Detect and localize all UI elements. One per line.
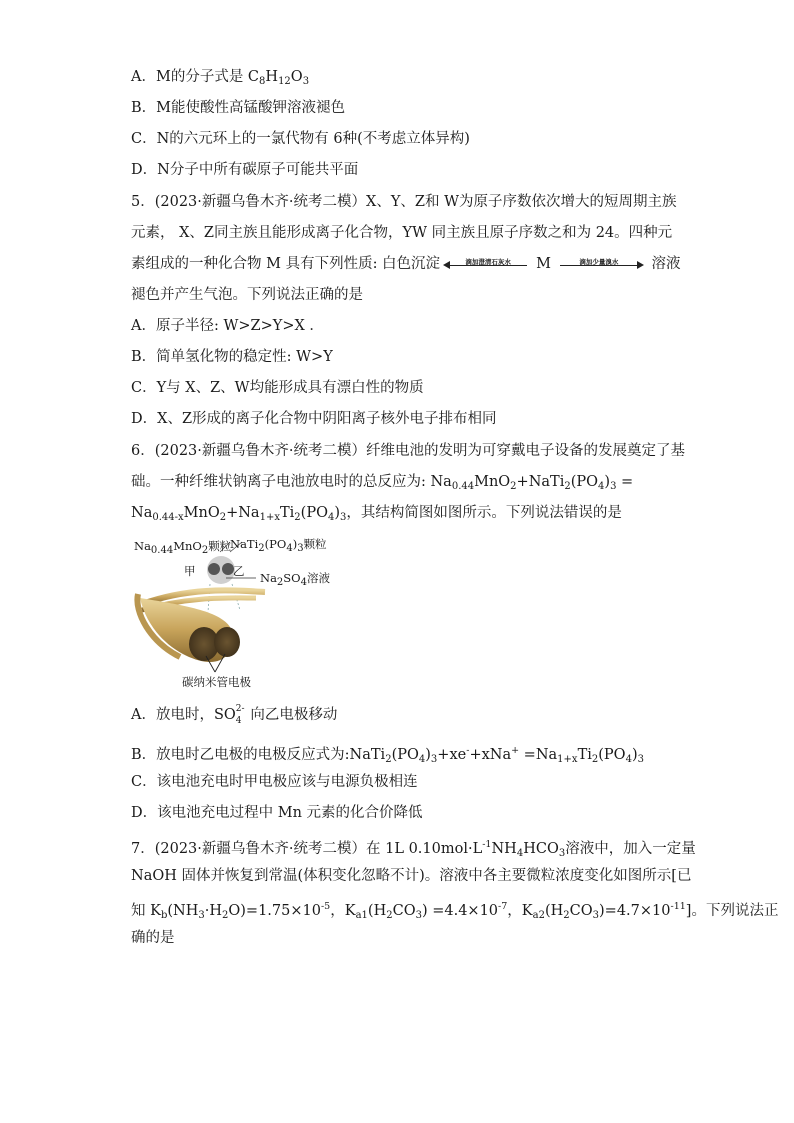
fiber-battery-illustration: [130, 532, 350, 692]
reaction-arrow-left: 滴加澄清石灰水: [443, 257, 533, 271]
q6-stem-line-3: $Na_{0.44-x}MnO_2+Na_{1+x}Ti_2(PO_4)_3$，其结构简图如图所示。下列说法错误的是: [131, 505, 622, 523]
q6-option-b: B．放电时乙电极的电极反应式为$:NaTi_2(PO_4)_3+xe^-+xNa^+ =Na_{1+x}Ti_2(PO_4)_3$: [131, 745, 644, 765]
q7-stem-line-1: 7．(2023·新疆乌鲁木齐·统考二模）在 1L $0.10mol\cdot L^{-1}NH_4HCO_3$溶液中，加入一定量: [131, 839, 696, 859]
label-jia: 甲: [184, 564, 196, 578]
reaction-arrow-right: 滴加少量溴水: [554, 257, 644, 271]
q6-option-a: A．放电时，SO 2- 4 向乙电极移动: [131, 704, 338, 726]
particle-jia: [208, 563, 220, 575]
q5-option-a: A．原子半径: W>Z>Y>X ．: [131, 318, 324, 334]
q6-stem-line-2: 础。一种纤维状钠离子电池放电时的总反应为: $Na_{0.44}MnO_2+NaTi_2(PO_4)_3$ =: [131, 474, 634, 492]
q6-option-d: D．该电池充电过程中 Mn 元素的化合价降低: [131, 805, 423, 821]
label-electrolyte: Na2SO4溶液: [260, 571, 330, 588]
label-nati-particle: NaTi2(PO4)3颗粒: [230, 537, 327, 554]
q5-stem-line-4: 褪色并产生气泡。下列说法正确的是: [131, 287, 363, 303]
q6-stem-line-1: 6．(2023·新疆乌鲁木齐·统考二模）纤维电池的发明为可穿戴电子设备的发展奠定了基: [131, 443, 685, 459]
q4-option-c: C．N的六元环上的一氯代物有 6种(不考虑立体异构): [131, 131, 470, 147]
label-mno2-particle: Na0.44MnO2颗粒: [134, 539, 232, 556]
label-yi: 乙: [233, 564, 245, 578]
q5-option-b: B．简单氢化物的稳定性: W>Y: [131, 349, 333, 365]
q7-stem-line-4: 确的是: [131, 930, 175, 946]
q5-stem-line-3: 素组成的一种化合物 M 具有下列性质: 白色沉淀 滴加澄清石灰水 M 滴加少量溴水 溶液: [131, 256, 681, 272]
battery-figure: [130, 532, 350, 692]
q5-option-c: C．Y与 X、Z、W均能形成具有漂白性的物质: [131, 380, 424, 396]
q5-stem-line-2: 元素， X、Z同主族且能形成离子化合物，YW 同主族且原子序数之和为 24。四种元: [131, 225, 673, 241]
q5-option-d: D．X、Z形成的离子化合物中阴阳离子核外电子排布相同: [131, 411, 497, 427]
q7-stem-line-2: NaOH 固体并恢复到常温(体积变化忽略不计)。溶液中各主要微粒浓度变化如图所示[已: [131, 868, 692, 884]
q5-stem-line-1: 5．(2023·新疆乌鲁木齐·统考二模）X、Y、Z和 W为原子序数依次增大的短周期主族: [131, 194, 677, 210]
q4-option-d: D．N分子中所有碳原子可能共平面: [131, 162, 359, 178]
label-cnt-electrode: 碳纳米管电极: [182, 675, 251, 689]
q4-option-a: A．M的分子式是 $C_8H_{12}O_3$: [131, 69, 310, 87]
q7-stem-line-3: 知 $K_b(NH_3\cdot H_2O)=1.75\times 10^{-5}$，$K_{a1}(H_2CO_3) =4.4\times 10^{-7}$，$K_{a2}(H_2CO_3)=4.7\times 10^{-11}$]。下列说法正: [131, 901, 779, 921]
q6-option-c: C．该电池充电时甲电极应该与电源负极相连: [131, 774, 418, 790]
q4-option-b: B．M能使酸性高锰酸钾溶液褪色: [131, 100, 346, 116]
electrode-core-right: [214, 627, 240, 657]
